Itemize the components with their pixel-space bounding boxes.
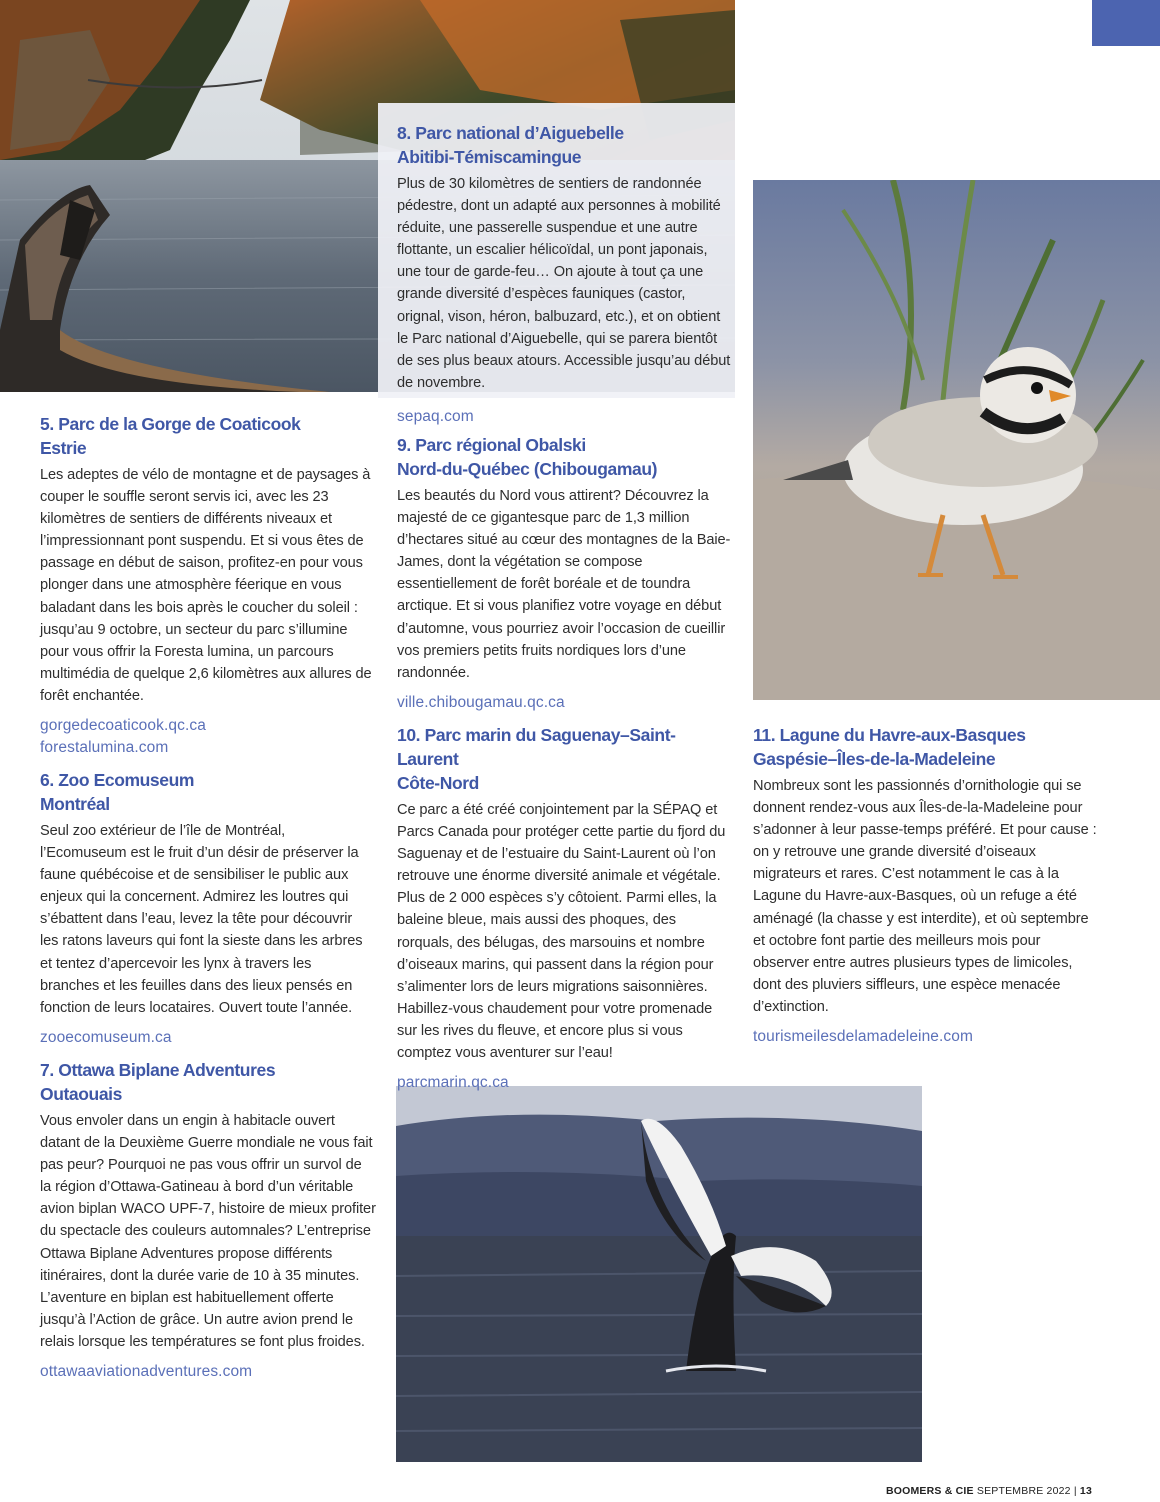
section-body: Plus de 30 kilomètres de sentiers de randonnée pédestre, dont un adapté aux personnes à mobilité réduite, une passerelle suspendue et une autre flottante, un escalier hélicoïdal, un pont japonais, une tour de garde-feu… On ajoute à tout ça une grande diversité d’espèces fauniques (castor, orignal, vison, héron, balbuzard, etc.), et on obtient le Parc national d’Aiguebelle, qui se parera bientôt de ses plus beaux atours. Accessible jusqu’au début de novembre. xyxy=(397,176,731,391)
section-region: Outaouais xyxy=(40,1084,122,1104)
section-aiguebelle xyxy=(397,121,735,428)
section-body: Nombreux sont les passionnés d’ornithologie qui se donnent rendez-vous aux Îles-de-la-Madeleine pour s’adonner à leur passe-temps préféré. Et pour cause : on y retrouve une grande diversité d’oiseaux migrateurs et rares. C’est notamment le cas à la Lagune du Havre-aux-Basques, où un refuge a été aménagé (la chasse y est interdite), et où septembre et octobre font partie des meilleurs mois pour observer entre autres plusieurs types de limicoles, dont des pluviers siffleurs, une espèce menacée d’extinction. xyxy=(753,778,1097,1015)
section-title: 7. Ottawa Biplane Adventures xyxy=(40,1060,276,1080)
link-chibougamau[interactable]: ville.chibougamau.qc.ca xyxy=(397,693,565,711)
plover-photo xyxy=(753,180,1160,700)
section-body: Seul zoo extérieur de l’île de Montréal, l’Ecomuseum est le fruit d’un désir de préserver la faune québécoise et de sensibiliser le public aux enjeux qui la concernent. Admirez les loutres qui s’ébattent dans l’eau, levez la tête pour découvrir les ratons laveurs qui font la sieste dans les arbres et tentez d’apercevoir les lynx à travers les branches et les feuilles dans des lieux pensés en fonction de leurs locataires. Ouvert toute l’année. xyxy=(40,823,363,1016)
footer-separator: | xyxy=(1073,1485,1077,1497)
link-tourismeilesdelamadeleine[interactable]: tourismeilesdelamadeleine.com xyxy=(753,1028,974,1046)
section-region: Montréal xyxy=(40,794,110,814)
section-body: Ce parc a été créé conjointement par la SÉPAQ et Parcs Canada pour protéger cette partie du fjord du Saguenay et de l’estuaire du Saint-Laurent où l’on retrouve une énorme diversité animale et végétale. Plus de 2 000 espèces s’y côtoient. Parmi elles, la baleine bleue, mais aussi des phoques, des rorquals, des bélugas, des marsouins et nombre d’oiseaux marins, qui passent dans la région pour s’alimenter lors de leurs migrations saisonnières. Habillez-vous chaudement pour votre promenade sur les rives du fleuve, et encore plus si vous comptez vous aventurer sur l’eau! xyxy=(397,802,726,1062)
link-gorgedecoaticook[interactable]: gorgedecoaticook.qc.ca xyxy=(40,717,206,735)
link-forestalumina[interactable]: forestalumina.com xyxy=(40,739,169,757)
section-parc-marin xyxy=(397,723,735,1094)
section-region: Gaspésie–Îles-de-la-Madeleine xyxy=(753,749,996,769)
section-body: Vous envoler dans un engin à habitacle ouvert datant de la Deuxième Guerre mondiale ne vous fait pas peur? Pourquoi ne pas vous offrir un survol de la région d’Ottawa-Gatineau à bord d’un véritable avion biplan WACO UPF-7, histoire de mieux profiter du spectacle des couleurs automnales? L’entreprise Ottawa Biplane Adventures propose différents itinéraires, dont la durée varie de 10 à 35 minutes. L’aventure en biplan est habituellement offerte jusqu’à l’Action de grâce. Un autre avion prend le relais lorsque les températures se font plus froides. xyxy=(40,1113,376,1350)
section-title: 6. Zoo Ecomuseum xyxy=(40,770,195,790)
link-parcmarin[interactable]: parcmarin.qc.ca xyxy=(397,1074,509,1092)
section-body: Les beautés du Nord vous attirent? Découvrez la majesté de ce gigantesque parc de 1,3 million d’hectares situé au cœur des montagnes de la Baie-James, dont la végétation se compose essentiellement de forêt boréale et de toundra arctique. Et si vous planifiez votre voyage en début d’automne, vous pourriez avoir l’occasion de cueillir vos premiers petits fruits nordiques lors d’une randonnée. xyxy=(397,488,731,681)
section-title: 8. Parc national d’Aiguebelle xyxy=(397,123,624,143)
section-title: 11. Lagune du Havre-aux-Basques xyxy=(753,725,1026,745)
section-region: Estrie xyxy=(40,438,87,458)
section-title: 10. Parc marin du Saguenay–Saint-Laurent xyxy=(397,725,676,769)
corner-accent-tab xyxy=(1092,0,1160,46)
section-zoo-ecomuseum xyxy=(40,768,372,1049)
section-title: 9. Parc régional Obalski xyxy=(397,435,586,455)
issue-date: SEPTEMBRE 2022 xyxy=(976,1485,1071,1497)
publication-name: BOOMERS & CIE xyxy=(885,1485,974,1497)
page-footer xyxy=(886,1485,1092,1497)
link-sepaq[interactable]: sepaq.com xyxy=(397,407,474,425)
section-region: Abitibi-Témiscamingue xyxy=(397,147,582,167)
link-zooecomuseum[interactable]: zooecomuseum.ca xyxy=(40,1028,172,1046)
section-havre-aux-basques xyxy=(753,723,1098,1048)
section-coaticook xyxy=(40,412,372,759)
section-region: Côte-Nord xyxy=(397,773,479,793)
section-body: Les adeptes de vélo de montagne et de paysages à couper le souffle seront servis ici, avec les 23 kilomètres de sentiers de différents niveaux et l’impressionnant pont suspendu. Et si vous êtes de passage en début de saison, profitez-en pour vous plonger dans une atmosphère féerique en vous baladant dans les bois après le coucher du soleil : jusqu’au 9 octobre, un secteur du parc s’illumine pour vous offrir la Foresta lumina, un parcours multimédia de quelque 2,6 kilomètres aux allures de forêt enchantée. xyxy=(40,467,372,704)
page-number: 13 xyxy=(1079,1485,1092,1497)
section-title: 5. Parc de la Gorge de Coaticook xyxy=(40,414,301,434)
section-region: Nord-du-Québec (Chibougamau) xyxy=(397,459,658,479)
section-obalski xyxy=(397,433,733,714)
section-ottawa-biplane xyxy=(40,1058,376,1383)
whale-tail-photo xyxy=(396,1086,922,1462)
link-ottawaaviationadventures[interactable]: ottawaaviationadventures.com xyxy=(40,1363,253,1381)
